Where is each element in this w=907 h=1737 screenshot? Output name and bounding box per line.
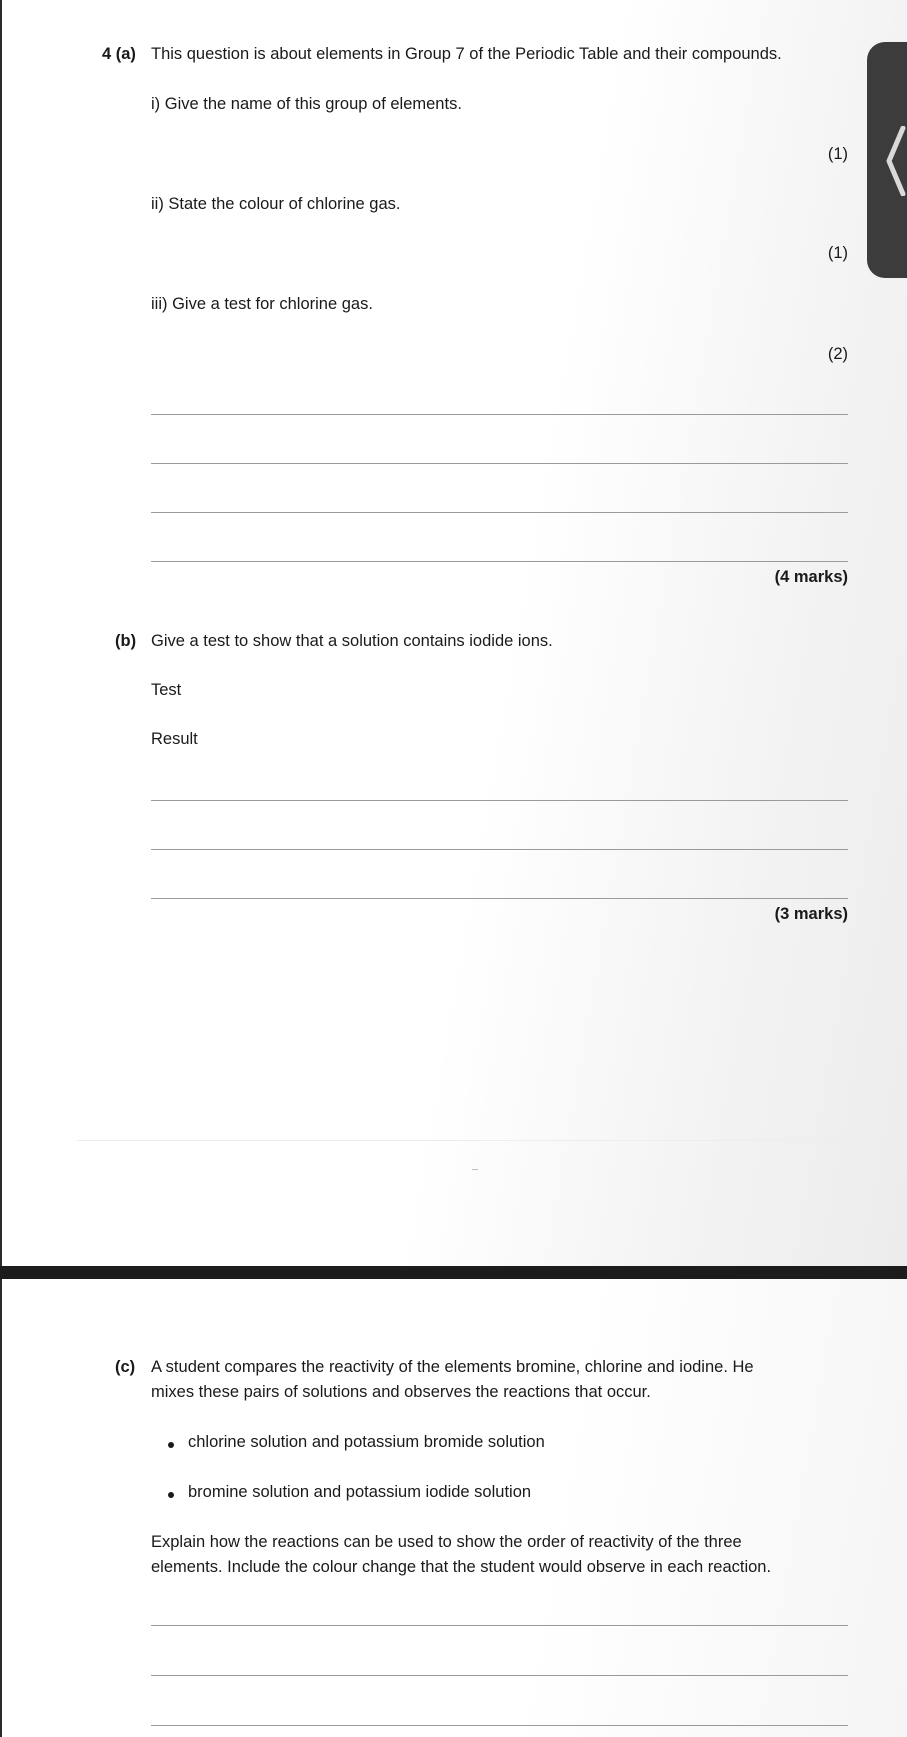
result-label: Result (151, 730, 198, 748)
worksheet-page-2 (0, 1279, 907, 1737)
bullet-dot (168, 1442, 174, 1448)
answer-line[interactable] (151, 800, 848, 801)
explain-line-2: elements. Include the colour change that the student would observe in each reaction. (151, 1558, 772, 1576)
part-b-total-marks: (3 marks) (774, 905, 848, 923)
chevron-left-icon (885, 126, 907, 196)
sub-question-i: i) Give the name of this group of elements. (151, 95, 462, 113)
answer-line[interactable] (151, 898, 848, 899)
page-separator (0, 1266, 907, 1279)
side-panel-tab[interactable] (867, 42, 907, 278)
answer-line[interactable] (151, 512, 848, 513)
answer-line[interactable] (151, 463, 848, 464)
marks-iii: (2) (827, 345, 848, 363)
part-b-question: Give a test to show that a solution contains iodide ions. (151, 632, 553, 650)
part-a-total-marks: (4 marks) (774, 568, 848, 586)
bullet-dot (168, 1492, 174, 1498)
sub-question-ii: ii) State the colour of chlorine gas. (151, 195, 401, 213)
question-number: 4 (a) (102, 45, 136, 63)
page-footer-mark (472, 1169, 478, 1170)
question-intro: This question is about elements in Group 7 of the Periodic Table and their compounds. (151, 45, 782, 63)
explain-line-1: Explain how the reactions can be used to show the order of reactivity of the three (151, 1533, 742, 1551)
marks-ii: (1) (827, 244, 848, 262)
answer-line[interactable] (151, 1625, 848, 1626)
sub-question-iii: iii) Give a test for chlorine gas. (151, 295, 373, 313)
answer-line[interactable] (151, 849, 848, 850)
part-c-intro-line-2: mixes these pairs of solutions and observes the reactions that occur. (151, 1383, 651, 1401)
answer-line[interactable] (151, 561, 848, 562)
test-label: Test (151, 681, 182, 699)
part-c-label: (c) (115, 1358, 136, 1376)
page-footer-rule (77, 1140, 848, 1141)
answer-line[interactable] (151, 1725, 848, 1726)
bullet-item-2: bromine solution and potassium iodide solution (188, 1483, 532, 1501)
marks-i: (1) (827, 145, 848, 163)
answer-line[interactable] (151, 414, 848, 415)
part-c-intro-line-1: A student compares the reactivity of the elements bromine, chlorine and iodine. He (151, 1358, 754, 1376)
part-b-label: (b) (115, 632, 137, 650)
bullet-item-1: chlorine solution and potassium bromide solution (188, 1433, 545, 1451)
answer-line[interactable] (151, 1675, 848, 1676)
